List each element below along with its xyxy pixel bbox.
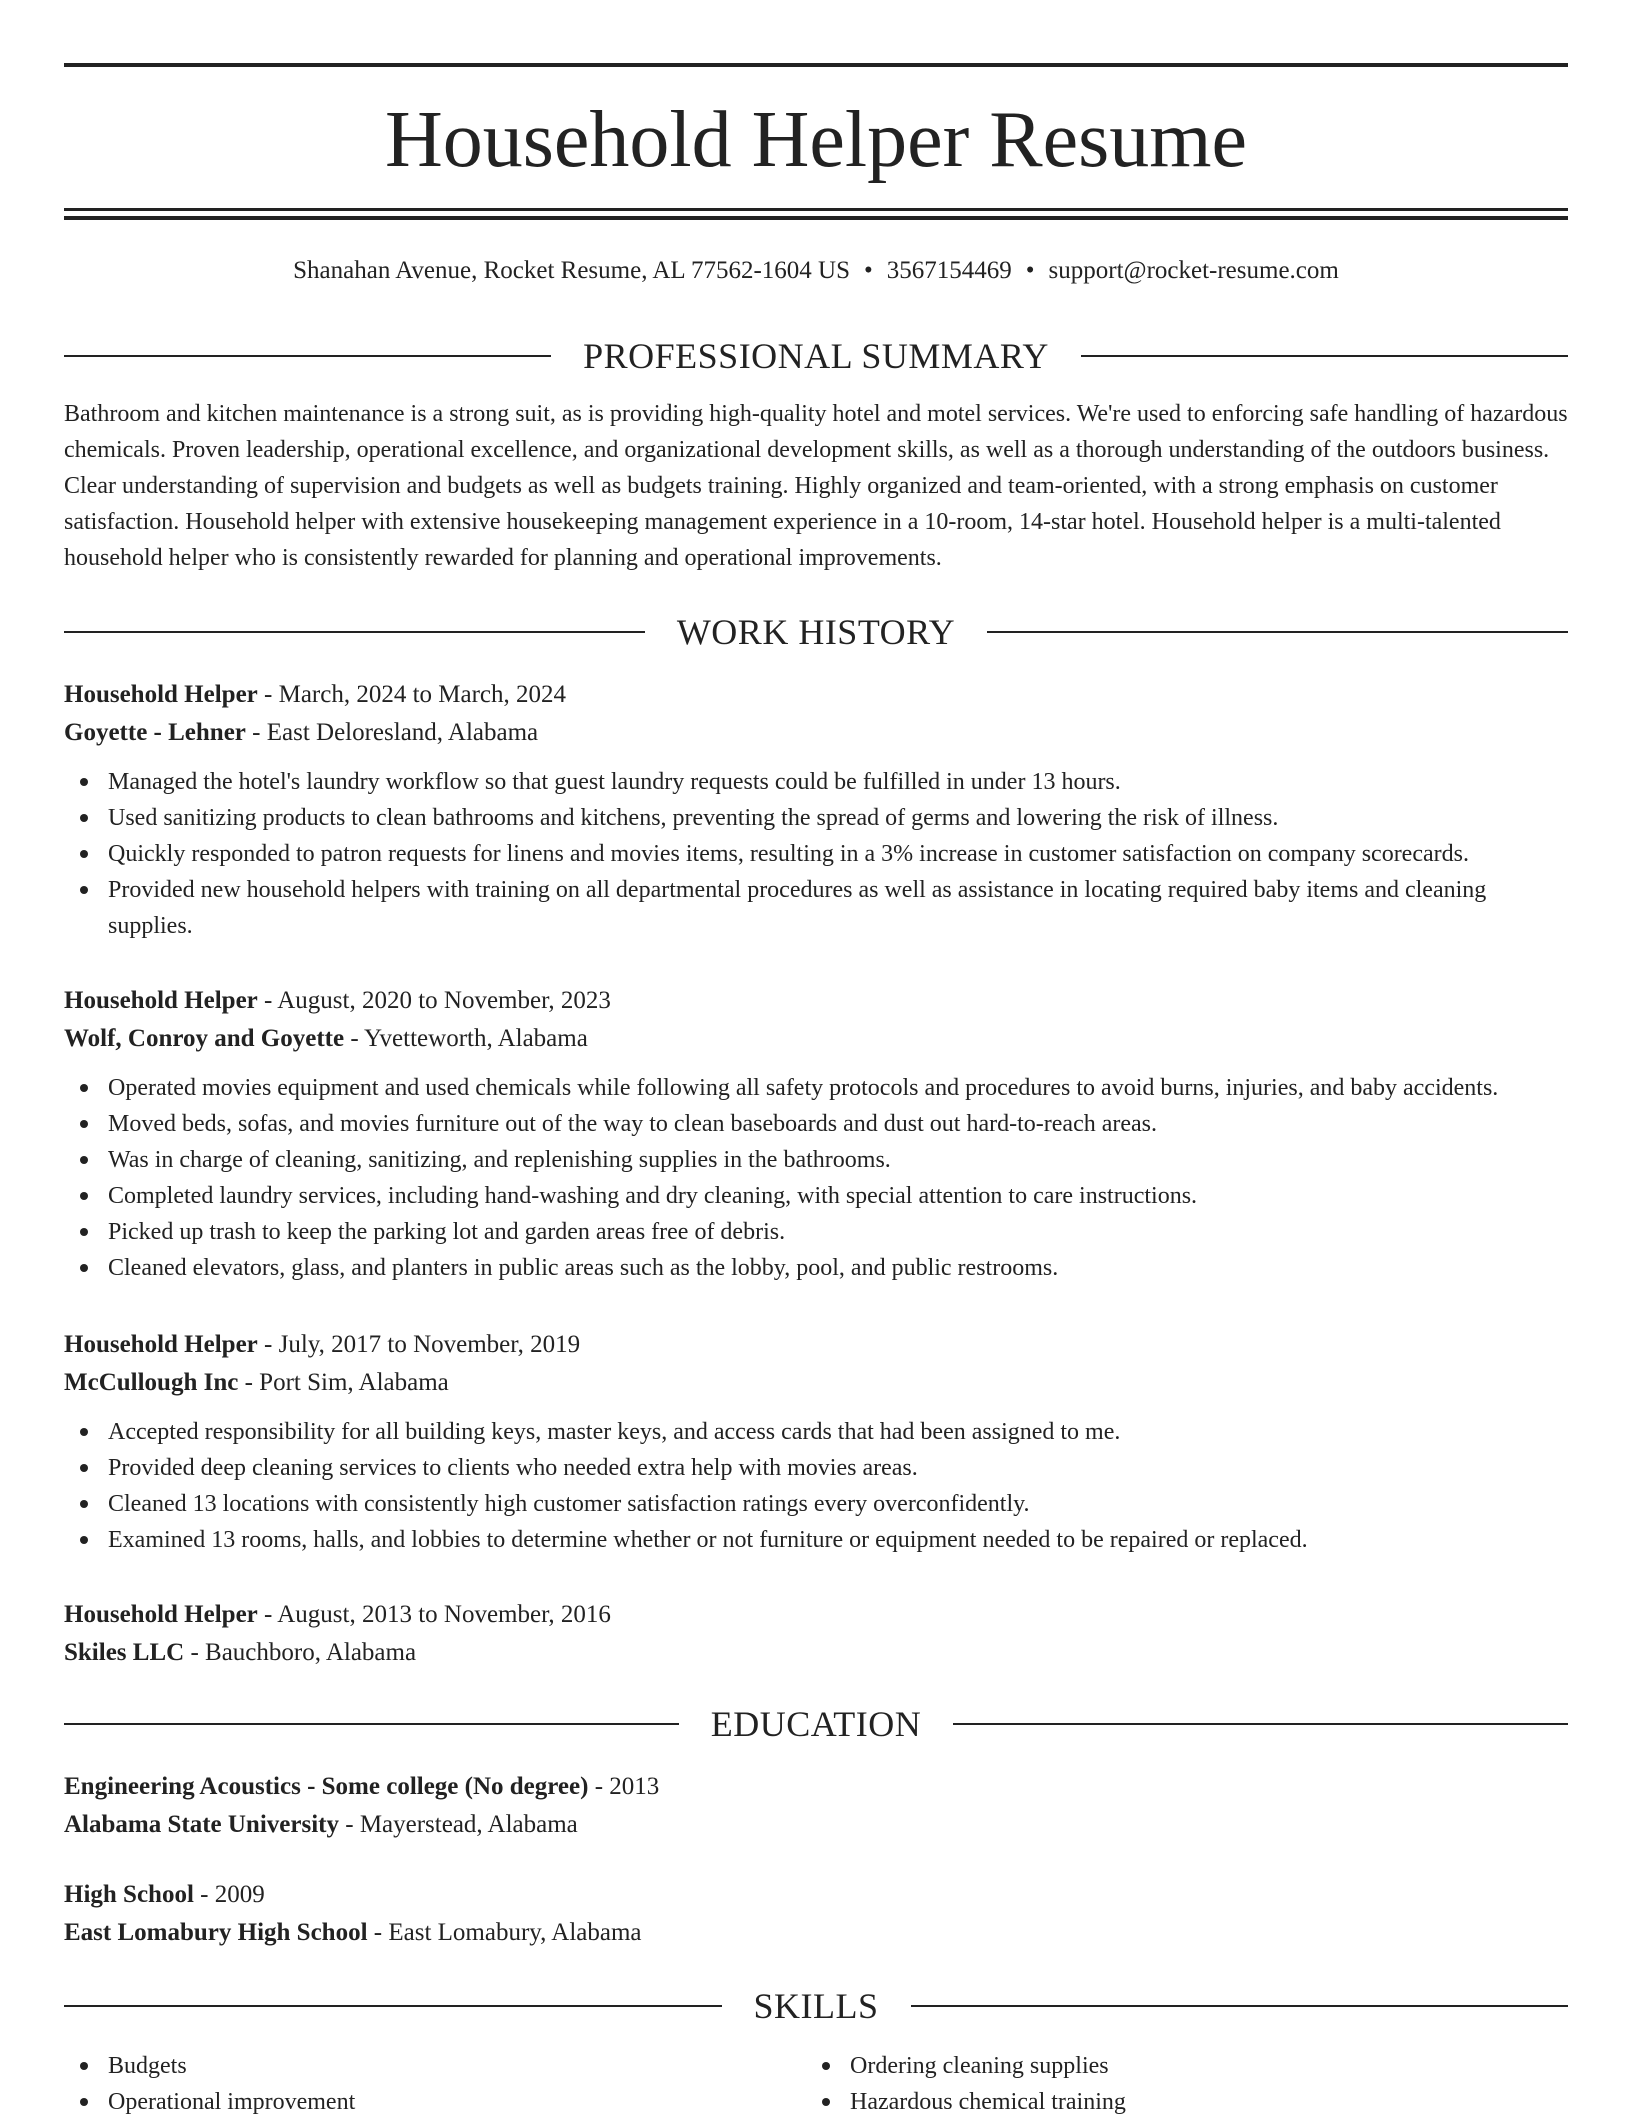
job-company-line: Goyette - Lehner - East Deloresland, Alabama — [64, 719, 539, 746]
section-heading-label: EDUCATION — [710, 1704, 922, 1744]
skills-column-left — [64, 2048, 806, 2120]
job-entry — [64, 1596, 1568, 1672]
education-year: 2009 — [214, 1881, 265, 1908]
job-dates: March, 2024 to March, 2024 — [278, 681, 567, 708]
job-company-line: Wolf, Conroy and Goyette - Yvetteworth, Alabama — [64, 1025, 588, 1052]
education-location: East Lomabury, Alabama — [388, 1919, 642, 1946]
contact-separator: • — [1025, 257, 1035, 284]
heading-rule — [953, 1723, 1568, 1725]
job-company-line: McCullough Inc - Port Sim, Alabama — [64, 1369, 449, 1396]
job-company: Wolf, Conroy and Goyette — [64, 1025, 345, 1052]
job-title-line: Household Helper - March, 2024 to March, 2024 — [64, 681, 567, 708]
job-company: Goyette - Lehner — [64, 719, 246, 746]
section-heading-label: SKILLS — [753, 1986, 879, 2026]
job-location: Port Sim, Alabama — [259, 1369, 449, 1396]
heading-rule — [64, 355, 551, 357]
education-school-line: East Lomabury High School - East Lomabury, Alabama — [64, 1919, 642, 1946]
job-bullets — [64, 1414, 1568, 1558]
section-heading-label: PROFESSIONAL SUMMARY — [583, 336, 1049, 376]
top-rule — [64, 63, 1568, 67]
job-bullets — [64, 764, 1568, 944]
section-heading-skills — [64, 1984, 1568, 2028]
job-location: Bauchboro, Alabama — [205, 1639, 417, 1666]
job-bullet: Operated movies equipment and used chemicals while following all safety protocols and procedures to avoid burns, injuries, and baby accidents. — [64, 1070, 1568, 1106]
skill-item: Operational improvement — [64, 2084, 806, 2120]
job-bullet: Provided new household helpers with training on all departmental procedures as well as assistance in locating required baby items and cleaning supplies. — [64, 872, 1568, 944]
skills-column-right — [806, 2048, 1548, 2120]
education-degree-line: Engineering Acoustics - Some college (No degree) - 2013 — [64, 1773, 660, 1800]
education-school: Alabama State University — [64, 1811, 339, 1838]
contact-line — [64, 254, 1568, 288]
education-entry — [64, 1768, 1568, 1844]
section-heading-label: WORK HISTORY — [676, 612, 956, 652]
resume-title: Household Helper Resume — [384, 96, 1248, 184]
skill-item: Hazardous chemical training — [806, 2084, 1548, 2120]
job-entry — [64, 982, 1568, 1286]
education-degree: Engineering Acoustics - Some college (No degree) — [64, 1773, 589, 1800]
job-bullet: Provided deep cleaning services to clients who needed extra help with movies areas. — [64, 1450, 1568, 1486]
heading-rule — [64, 2005, 722, 2007]
job-dates: August, 2020 to November, 2023 — [277, 987, 611, 1014]
heading-rule — [987, 631, 1568, 633]
title-rule-upper — [64, 208, 1568, 211]
heading-rule — [1081, 355, 1568, 357]
job-bullet: Cleaned 13 locations with consistently high customer satisfaction ratings every overconfidently. — [64, 1486, 1568, 1522]
job-bullet: Managed the hotel's laundry workflow so that guest laundry requests could be fulfilled in under 13 hours. — [64, 764, 1568, 800]
job-dates: August, 2013 to November, 2016 — [277, 1601, 611, 1628]
education-degree-line: High School - 2009 — [64, 1881, 265, 1908]
job-title: Household Helper — [64, 987, 258, 1014]
contact-separator: • — [864, 257, 873, 284]
summary-text: Bathroom and kitchen maintenance is a strong suit, as is providing high-quality hotel and motel services. We're used to enforcing safe handling of hazardous chemicals. Proven leadership, operational excellence, and organizational development skills, as well as a thorough understanding of the outdoors business. Clear understanding of supervision and budgets as well as budgets training. Highly organized and team-oriented, with a strong emphasis on customer satisfaction. Household helper with extensive housekeeping management experience in a 10-room, 14-star hotel. Household helper is a multi-talented household helper who is consistently rewarded for planning and operational improvements. — [64, 401, 1568, 571]
job-title: Household Helper — [64, 1331, 258, 1358]
education-school-line: Alabama State University - Mayerstead, Alabama — [64, 1811, 578, 1838]
job-company: Skiles LLC — [64, 1639, 185, 1666]
title-rule-lower — [64, 216, 1568, 220]
job-entry — [64, 676, 1568, 944]
section-heading-work-history — [64, 610, 1568, 654]
job-company: McCullough Inc — [64, 1369, 239, 1396]
job-dates: July, 2017 to November, 2019 — [278, 1331, 581, 1358]
skill-item: Ordering cleaning supplies — [806, 2048, 1548, 2084]
job-title-line: Household Helper - August, 2020 to November, 2023 — [64, 987, 611, 1014]
job-bullet: Was in charge of cleaning, sanitizing, and replenishing supplies in the bathrooms. — [64, 1142, 1568, 1178]
job-bullet: Moved beds, sofas, and movies furniture out of the way to clean baseboards and dust out hard-to-reach areas. — [64, 1106, 1568, 1142]
section-heading-summary — [64, 334, 1568, 378]
contact-email: support@rocket-resume.com — [1048, 257, 1339, 284]
skill-item: Budgets — [64, 2048, 806, 2084]
job-bullet: Completed laundry services, including hand-washing and dry cleaning, with special attention to care instructions. — [64, 1178, 1568, 1214]
job-entry — [64, 1326, 1568, 1558]
job-location: Yvetteworth, Alabama — [364, 1025, 588, 1052]
job-location: East Deloresland, Alabama — [266, 719, 539, 746]
heading-rule — [64, 1723, 679, 1725]
job-bullet: Picked up trash to keep the parking lot and garden areas free of debris. — [64, 1214, 1568, 1250]
heading-rule — [911, 2005, 1569, 2007]
job-bullet: Quickly responded to patron requests for linens and movies items, resulting in a 3% increase in customer satisfaction on company scorecards. — [64, 836, 1568, 872]
job-company-line: Skiles LLC - Bauchboro, Alabama — [64, 1639, 417, 1666]
education-entry — [64, 1876, 1568, 1952]
job-bullet: Examined 13 rooms, halls, and lobbies to determine whether or not furniture or equipment needed to be repaired or replaced. — [64, 1522, 1568, 1558]
job-title-line: Household Helper - August, 2013 to November, 2016 — [64, 1601, 611, 1628]
job-title: Household Helper — [64, 1601, 258, 1628]
job-bullet: Used sanitizing products to clean bathrooms and kitchens, preventing the spread of germs and lowering the risk of illness. — [64, 800, 1568, 836]
job-bullet: Cleaned elevators, glass, and planters in public areas such as the lobby, pool, and public restrooms. — [64, 1250, 1568, 1286]
contact-address: Shanahan Avenue, Rocket Resume, AL 77562-1604 US — [293, 257, 851, 284]
job-title: Household Helper — [64, 681, 258, 708]
heading-rule — [64, 631, 645, 633]
skills-list — [64, 2048, 1568, 2120]
job-title-line: Household Helper - July, 2017 to November, 2019 — [64, 1331, 581, 1358]
education-degree: High School — [64, 1881, 194, 1908]
contact-phone: 3567154469 — [886, 257, 1012, 284]
education-school: East Lomabury High School — [64, 1919, 368, 1946]
education-year: 2013 — [609, 1773, 660, 1800]
job-bullets — [64, 1070, 1568, 1286]
education-location: Mayerstead, Alabama — [359, 1811, 578, 1838]
section-heading-education — [64, 1702, 1568, 1746]
job-bullet: Accepted responsibility for all building keys, master keys, and access cards that had been assigned to me. — [64, 1414, 1568, 1450]
